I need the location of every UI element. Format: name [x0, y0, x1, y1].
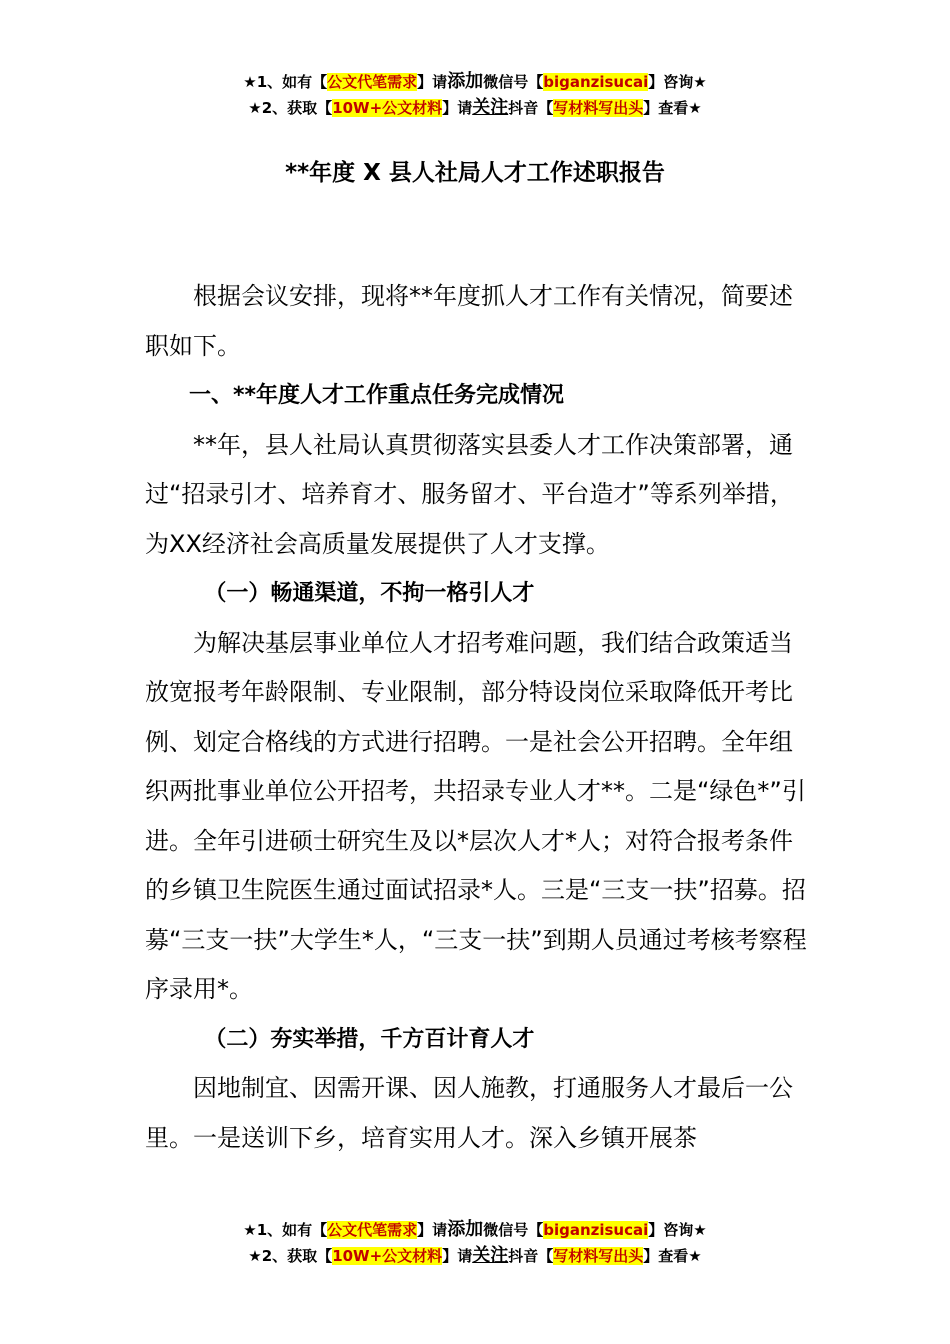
- promo-text: 】请: [442, 1247, 473, 1265]
- promo-text: 微信号【: [483, 1221, 544, 1239]
- promo-text: 】咨询★: [648, 73, 707, 91]
- highlight-service: 公文代笔需求: [327, 1221, 418, 1239]
- document-body: [145, 272, 815, 1163]
- subsection-heading: （二）夯实举措，千方百计育人才: [204, 1026, 535, 1052]
- promo-text: 】查看★: [643, 1247, 702, 1265]
- highlight-wechat-id: biganzisucai: [543, 1221, 649, 1239]
- promo-text: 微信号【: [483, 73, 544, 91]
- promo-emphasis: 添加: [447, 71, 484, 92]
- body-paragraph: **年，县人社局认真贯彻落实县委人才工作决策部署，通过“招录引才、培养育才、服务留才、平台造才”等系列举措，为XX经济社会高质量发展提供了人才支撑。: [145, 430, 794, 558]
- highlight-materials: 10W+公文材料: [332, 99, 443, 117]
- promo-text: ★1、如有【: [243, 1221, 328, 1239]
- promo-line-2: [0, 1243, 950, 1269]
- promo-text: 】咨询★: [648, 1221, 707, 1239]
- promo-text: ★2、获取【: [248, 99, 333, 117]
- promo-text: 】请: [417, 73, 448, 91]
- promo-emphasis: 关注: [472, 1245, 509, 1266]
- body-paragraph: 为解决基层事业单位人才招考难问题，我们结合政策适当放宽报考年龄限制、专业限制，部分特设岗位采取降低开考比例、划定合格线的方式进行招聘。一是社会公开招聘。全年组织两批事业单位公开招考，共招录专业人才**。二是“绿色*”引进。全年引进硕士研究生及以*层次人才*人；对符合报考条件的乡镇卫生院医生通过面试招录*人。三是“三支一扶”招募。招募“三支一扶”大学生*人，“三支一扶”到期人员通过考核考察程序录用*。: [145, 628, 807, 1003]
- highlight-douyin-account: 写材料写出头: [553, 1247, 644, 1265]
- highlight-douyin-account: 写材料写出头: [553, 99, 644, 117]
- body-paragraph: 因地制宜、因需开课、因人施教，打通服务人才最后一公里。一是送训下乡，培育实用人才。深入乡镇开展茶: [145, 1074, 793, 1152]
- promo-line-1: [0, 69, 950, 95]
- promo-line-1: [0, 1217, 950, 1243]
- highlight-materials: 10W+公文材料: [332, 1247, 443, 1265]
- promo-text: ★2、获取【: [248, 1247, 333, 1265]
- promo-text: 抖音【: [508, 1247, 554, 1265]
- intro-paragraph: 根据会议安排，现将**年度抓人才工作有关情况，简要述职如下。: [145, 282, 793, 360]
- promo-text: 抖音【: [508, 99, 554, 117]
- promo-emphasis: 添加: [447, 1219, 484, 1240]
- promo-text: 】请: [417, 1221, 448, 1239]
- promo-banner-bottom: [0, 1217, 950, 1269]
- promo-banner-top: [0, 69, 950, 121]
- promo-text: ★1、如有【: [243, 73, 328, 91]
- promo-line-2: [0, 95, 950, 121]
- subsection-heading: （一）畅通渠道，不拘一格引人才: [204, 581, 535, 606]
- document-title: **年度 X 县人社局人才工作述职报告: [285, 160, 665, 186]
- promo-text: 】请: [442, 99, 473, 117]
- promo-text: 】查看★: [643, 99, 702, 117]
- section-heading: 一、**年度人才工作重点任务完成情况: [189, 383, 565, 408]
- highlight-wechat-id: biganzisucai: [543, 73, 649, 91]
- promo-emphasis: 关注: [472, 97, 509, 118]
- highlight-service: 公文代笔需求: [327, 73, 418, 91]
